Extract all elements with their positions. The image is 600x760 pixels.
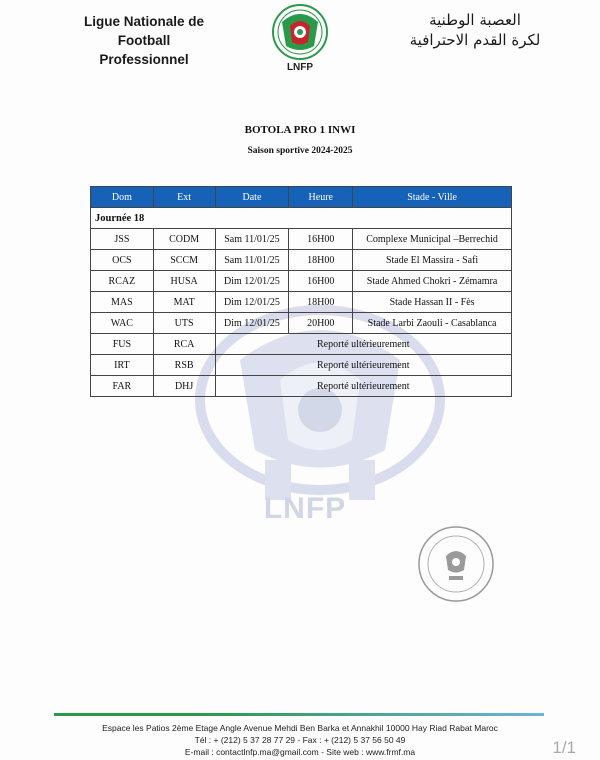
column-header-date: Date [215, 187, 289, 208]
footer-phone: Tél : + (212) 5 37 28 77 29 - Fax : + (212) 5 37 56 50 49 [194, 735, 406, 745]
table-header-row [91, 187, 512, 208]
column-header-ext: Ext [153, 187, 215, 208]
watermark-label: LNFP [263, 492, 347, 525]
home-team: IRT [91, 355, 154, 376]
table-row [91, 250, 512, 271]
postponed-row [91, 334, 512, 355]
match-date: Dim 12/01/25 [215, 271, 289, 292]
table-row [91, 292, 512, 313]
table-row [91, 229, 512, 250]
footer-contact: E-mail : contactlnfp.ma@gmail.com - Site web : www.frmf.ma [184, 747, 416, 757]
match-venue: Complexe Municipal –Berrechid [353, 229, 512, 250]
home-team: JSS [91, 229, 154, 250]
home-team: FAR [91, 376, 154, 397]
match-time: 16H00 [289, 229, 353, 250]
round-label: Journée 18 [91, 208, 512, 229]
match-time: 16H00 [289, 271, 353, 292]
away-team: CODM [153, 229, 215, 250]
official-stamp [416, 524, 496, 604]
postponed-note: Reporté ultérieurement [215, 355, 511, 376]
table-row [91, 271, 512, 292]
round-row [91, 208, 512, 229]
match-time: 18H00 [289, 250, 353, 271]
away-team: RSB [153, 355, 215, 376]
home-team: MAS [91, 292, 154, 313]
org-name-arabic-line2: لكرة القدم الاحترافية [409, 31, 541, 49]
match-venue: Stade Ahmed Chokri - Zémamra [353, 271, 512, 292]
postponed-row [91, 376, 512, 397]
match-date: Sam 11/01/25 [215, 250, 289, 271]
match-venue: Stade Hassan II - Fès [353, 292, 512, 313]
away-team: UTS [153, 313, 215, 334]
away-team: MAT [153, 292, 215, 313]
org-name-french [74, 12, 214, 69]
org-name-french-line2: Football Professionnel [99, 33, 189, 67]
match-venue: Stade El Massira - Safi [353, 250, 512, 271]
org-name-french-line1: Ligue Nationale de [83, 14, 205, 29]
home-team: WAC [91, 313, 154, 334]
column-header-heure: Heure [289, 187, 353, 208]
match-date: Sam 11/01/25 [215, 229, 289, 250]
page-indicator: 1/1 [552, 738, 576, 757]
match-date: Dim 12/01/25 [215, 313, 289, 334]
away-team: DHJ [153, 376, 215, 397]
org-name-arabic [390, 10, 560, 50]
footer-address: Espace les Patios 2ème Etage Angle Avenue Mehdi Ben Barka et Annakhil 10000 Hay Riad Rabat Maroc [102, 723, 498, 733]
postponed-note: Reporté ultérieurement [215, 376, 511, 397]
match-venue: Stade Larbi Zaouli - Casablanca [353, 313, 512, 334]
away-team: HUSA [153, 271, 215, 292]
table-row [91, 313, 512, 334]
org-name-arabic-line1: العصبة الوطنية [429, 11, 521, 29]
season-subtitle: Saison sportive 2024-2025 [247, 146, 353, 156]
home-team: OCS [91, 250, 154, 271]
away-team: RCA [153, 334, 215, 355]
competition-title: BOTOLA PRO 1 INWI [244, 124, 356, 136]
column-header-stade: Stade - Ville [353, 187, 512, 208]
home-team: RCAZ [91, 271, 154, 292]
match-time: 18H00 [289, 292, 353, 313]
postponed-row [91, 355, 512, 376]
logo-label: LNFP [286, 62, 314, 73]
home-team: FUS [91, 334, 154, 355]
fixtures-table [90, 186, 512, 397]
column-header-dom: Dom [91, 187, 154, 208]
match-date: Dim 12/01/25 [215, 292, 289, 313]
away-team: SCCM [153, 250, 215, 271]
postponed-note: Reporté ultérieurement [215, 334, 511, 355]
match-time: 20H00 [289, 313, 353, 334]
footer-divider [54, 713, 544, 716]
